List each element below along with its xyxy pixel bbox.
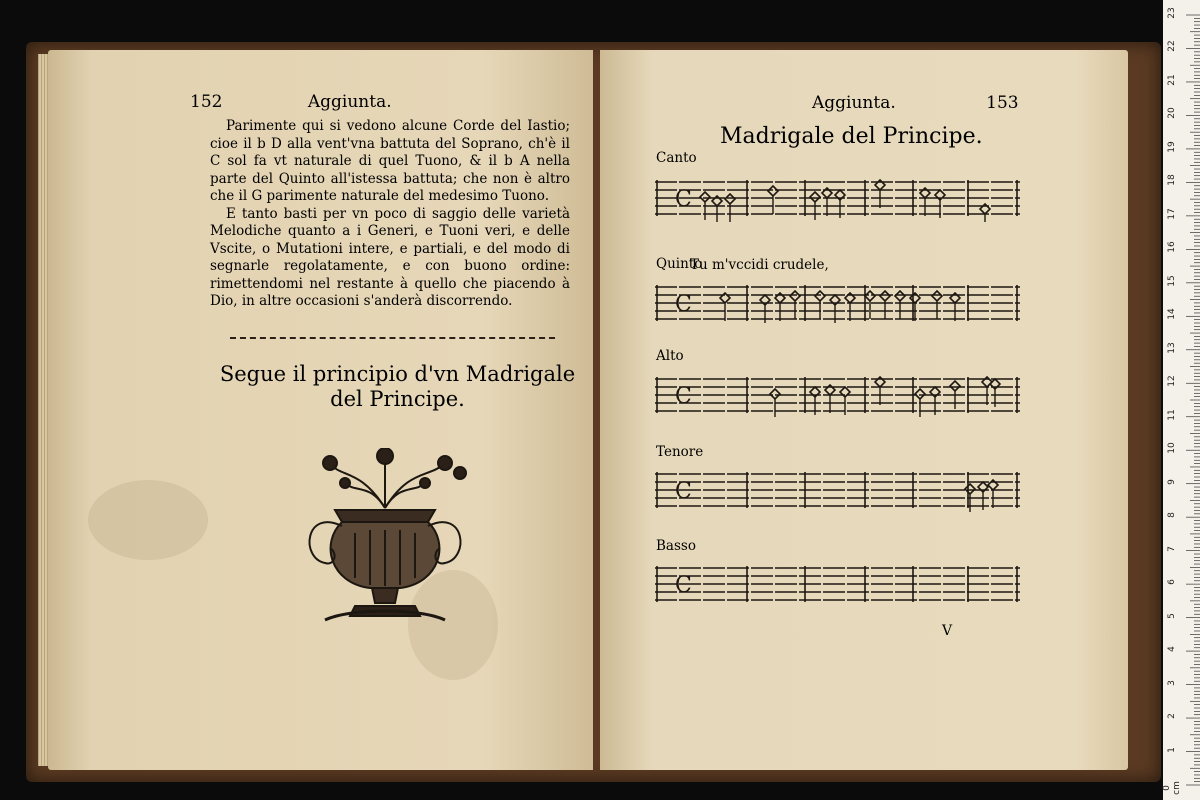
ruler-label: 3 <box>1167 679 1177 686</box>
staff-canto <box>655 178 1025 222</box>
section-title: Segue il principio d'vn Madrigale del Principe. <box>219 362 576 411</box>
voice-label-tenore: Tenore <box>656 444 704 460</box>
ruler-label: 12 <box>1167 375 1177 387</box>
lyric-line: Tu m'vccidi crudele, <box>690 257 829 273</box>
ruler-label: 6 <box>1167 579 1177 585</box>
vase-ornament-icon <box>300 448 470 628</box>
ruler-label: 19 <box>1167 141 1177 153</box>
ruler-label: 14 <box>1167 308 1177 321</box>
right-running-head <box>812 93 1019 113</box>
staff-tenore <box>655 470 1025 514</box>
right-page-number: 153 <box>986 93 1019 113</box>
voice-label-canto: Canto <box>656 150 697 166</box>
note-head <box>932 291 942 301</box>
staff-quinto <box>655 283 1025 327</box>
paragraph-1: Parimente qui si vedono alcune Corde del Iastio; cioe il b D alla vent'vna battuta del Soprano, ch'è il C sol fa vt naturale di quel Tuono, & il b A nella parte del Quinto all'istessa battuta; che non è altro che il G parimente naturale del medesimo Tuono. <box>210 118 570 204</box>
paragraph-2: E tanto basti per vn poco di saggio delle varietà Melodiche quanto a i Generi, e Tuoni veri, e delle Vscite, o Mutationi intere, e partiali, e del modo di segnarle regolatamente, e con buono ordine: rimettendomi nel restante à quello che piacendo à Dio, in altre occasioni s'anderà discorrendo. <box>210 205 570 309</box>
time-signature-icon: C <box>675 573 692 598</box>
note-head <box>768 186 778 196</box>
staff-alto <box>655 375 1025 419</box>
note-head <box>950 381 960 391</box>
right-head-title: Aggiunta. <box>812 93 896 113</box>
left-body-text <box>210 118 570 311</box>
ruler-label: 21 <box>1167 74 1177 86</box>
measurement-ruler <box>1163 0 1200 800</box>
note-head <box>880 291 890 301</box>
ruler-label: 15 <box>1167 275 1177 287</box>
note-head <box>865 291 875 301</box>
ruler-label: 17 <box>1167 208 1177 220</box>
note-head <box>915 389 925 399</box>
staff-basso <box>655 564 1025 608</box>
left-running-head <box>190 92 392 112</box>
note-head <box>815 291 825 301</box>
ruler-label: 18 <box>1167 174 1177 187</box>
note-head <box>725 194 735 204</box>
section-divider <box>230 337 555 339</box>
time-signature-icon: C <box>675 479 692 504</box>
voice-label-basso: Basso <box>656 538 696 554</box>
ruler-label: 13 <box>1167 342 1177 354</box>
note-head <box>965 484 975 494</box>
ruler-label: 10 <box>1167 442 1177 454</box>
ruler-label: 9 <box>1167 478 1177 485</box>
ruler-label: 0 cm <box>1162 781 1182 795</box>
time-signature-icon: C <box>675 384 692 409</box>
note-head <box>810 192 820 202</box>
ruler-label: 20 <box>1167 107 1177 120</box>
ruler-label: 22 <box>1167 40 1177 53</box>
ruler-label: 23 <box>1167 7 1177 19</box>
signature-mark: V <box>942 623 953 639</box>
voice-label-quinto: Quinto <box>656 256 703 272</box>
ruler-label: 7 <box>1167 545 1177 552</box>
ruler-label: 16 <box>1167 241 1177 254</box>
ruler-label: 11 <box>1167 409 1177 421</box>
note-head <box>770 389 780 399</box>
ruler-label: 4 <box>1167 646 1177 652</box>
note-head <box>790 291 800 301</box>
ruler-label: 5 <box>1167 612 1177 619</box>
note-head <box>895 291 905 301</box>
ruler-label: 2 <box>1167 713 1177 719</box>
voice-label-alto: Alto <box>656 348 684 364</box>
note-head <box>700 192 710 202</box>
ruler-label: 1 <box>1167 746 1177 753</box>
ruler-label: 8 <box>1167 512 1177 519</box>
left-page-number: 152 <box>190 92 223 112</box>
left-head-title: Aggiunta. <box>307 92 392 112</box>
time-signature-icon: C <box>675 187 692 212</box>
time-signature-icon: C <box>675 292 692 317</box>
madrigal-title: Madrigale del Principe. <box>720 124 983 149</box>
